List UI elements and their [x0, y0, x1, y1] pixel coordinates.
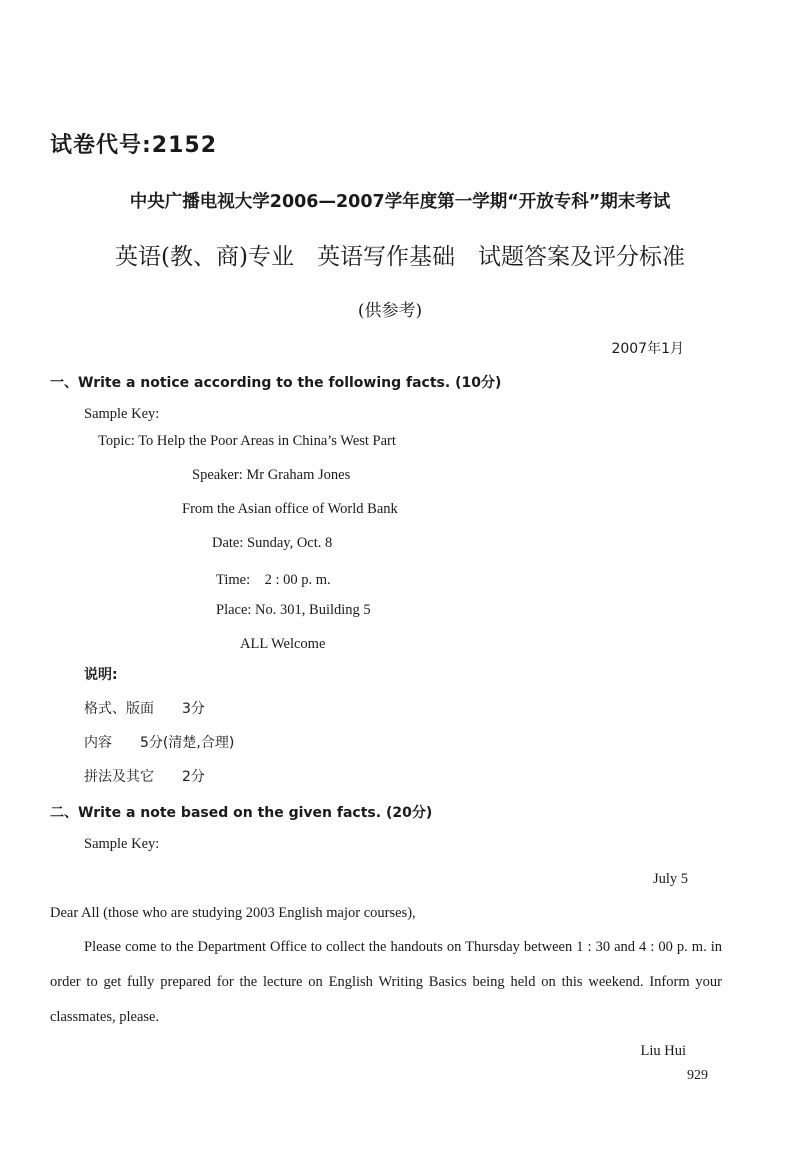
notice-welcome: ALL Welcome — [240, 636, 326, 652]
criteria-item: 拼法及其它 2分 — [84, 769, 205, 785]
section2-heading: 二、Write a note based on the given facts. (20分) — [50, 805, 433, 821]
exam-title: 中央广播电视大学2006—2007学年度第一学期“开放专科”期末考试 — [129, 192, 671, 212]
criteria-item: 内容 5分(清楚,合理) — [84, 735, 235, 751]
note-date: July 5 — [652, 871, 688, 887]
criteria-item: 格式、版面 3分 — [84, 701, 205, 717]
notice-topic: Topic: To Help the Poor Areas in China’s West Part — [98, 433, 396, 449]
note-body: Please come to the Department Office to collect the handouts on Thursday between 1 : 30 and 4 : 00 p. m. in order to get fully prepared for the lecture on English Writing Basics being held on this weekend. Inform your classmates, please. — [50, 939, 722, 1025]
note-signature: Liu Hui — [640, 1043, 686, 1059]
page-number: 929 — [687, 1068, 708, 1083]
section2-sample-key: Sample Key: — [84, 836, 160, 852]
note-salutation: Dear All (those who are studying 2003 English major courses), — [50, 905, 416, 921]
notice-from: From the Asian office of World Bank — [182, 501, 398, 517]
section1-heading: 一、Write a notice according to the following facts. (10分) — [50, 375, 502, 391]
explain-label: 说明: — [84, 667, 118, 683]
exam-date: 2007年1月 — [611, 341, 684, 357]
course-title: 英语(教、商)专业 英语写作基础 试题答案及评分标准 — [115, 244, 685, 270]
notice-date: Date: Sunday, Oct. 8 — [212, 535, 333, 551]
notice-speaker: Speaker: Mr Graham Jones — [192, 467, 351, 483]
section1-sample-key: Sample Key: — [84, 406, 160, 422]
notice-time: Time: 2 : 00 p. m. — [216, 572, 331, 588]
paper-code: 试卷代号:2152 — [50, 133, 218, 158]
notice-place: Place: No. 301, Building 5 — [216, 602, 371, 618]
reference-note: (供参考) — [357, 301, 423, 321]
